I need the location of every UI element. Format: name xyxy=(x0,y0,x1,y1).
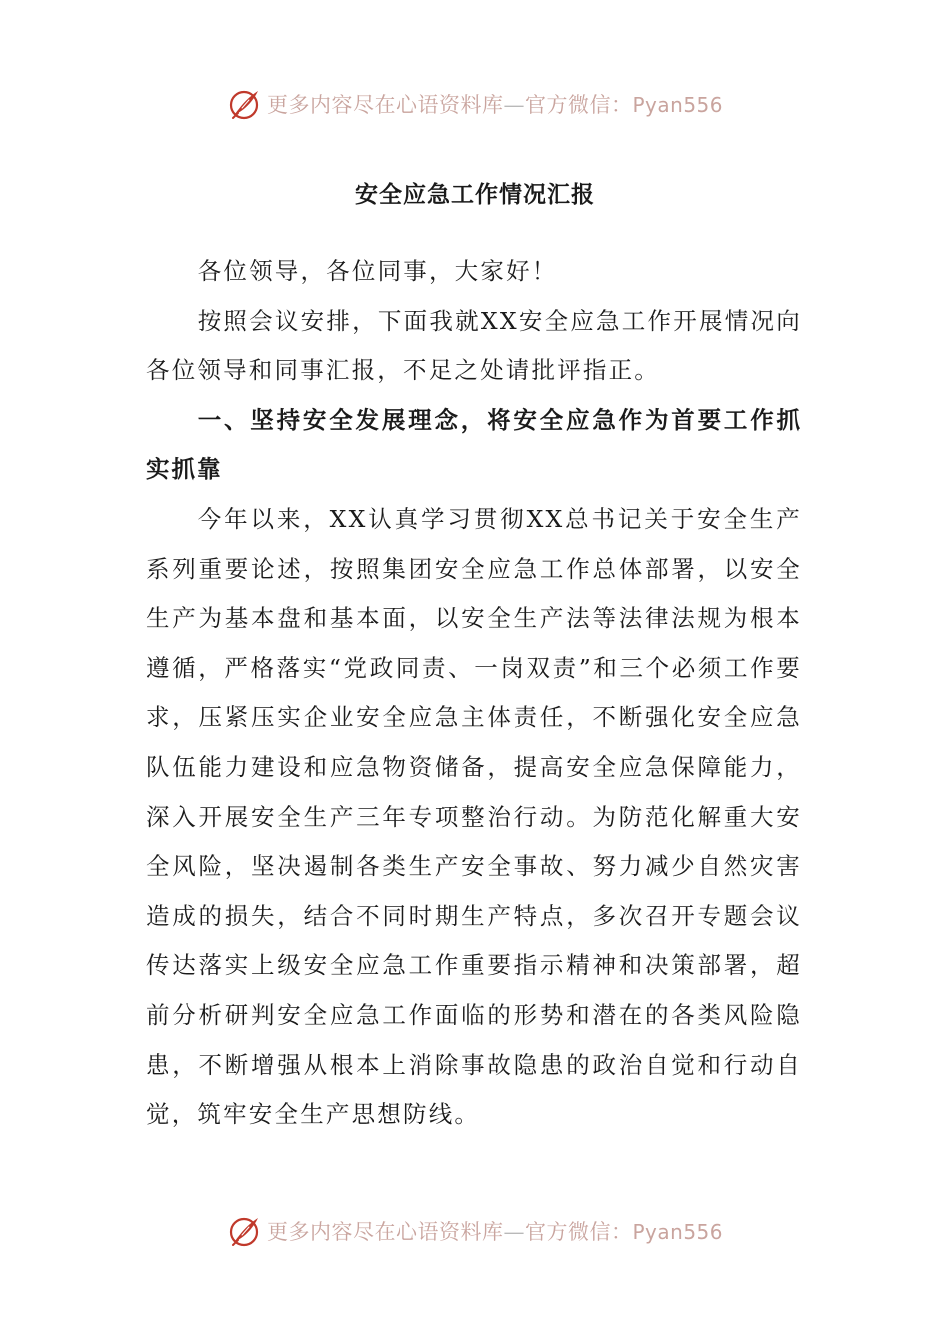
body-paragraph: 今年以来，XX认真学习贯彻XX总书记关于安全生产系列重要论述，按照集团安全应急工作总体部署，以安全生产为基本盘和基本面，以安全生产法等法律法规为根本遵循，严格落实“党政同责、一岗双责”和三个必须工作要求，压紧压实企业安全应急主体责任，不断强化安全应急队伍能力建设和应急物资储备，提高安全应急保障能力，深入开展安全生产三年专项整治行动。为防范化解重大安全风险，坚决遏制各类生产安全事故、努力减少自然灾害造成的损失，结合不同时期生产特点，多次召开专题会议传达落实上级安全应急工作重要指示精神和决策部署，超前分析研判安全应急工作面临的形势和潜在的各类风险隐患，不断增强从根本上消除事故隐患的政治自觉和行动自觉，筑牢安全生产思想防线。 xyxy=(146,504,802,1129)
greeting-paragraph: 各位领导，各位同事，大家好！ xyxy=(197,257,558,285)
quill-logo-icon xyxy=(227,1213,263,1249)
banner-main-text: 更多内容尽在心语资料库 xyxy=(266,1220,504,1244)
banner-text xyxy=(267,1216,723,1246)
intro-paragraph: 按照会议安排，下面我就XX安全应急工作开展情况向各位领导和同事汇报，不足之处请批评指正。 xyxy=(146,306,802,385)
banner-main-text: 更多内容尽在心语资料库 xyxy=(266,93,504,117)
banner-wechat-label: 官方微信： xyxy=(524,1220,633,1244)
document-body xyxy=(146,247,802,1140)
banner-text xyxy=(267,89,723,119)
banner-wechat-id: Pyan556 xyxy=(632,93,723,117)
banner-separator: — xyxy=(503,93,525,117)
document-title: 安全应急工作情况汇报 xyxy=(355,181,595,208)
banner-separator: — xyxy=(503,1220,525,1244)
footer-watermark-banner xyxy=(0,1211,950,1251)
banner-wechat-id: Pyan556 xyxy=(632,1220,723,1244)
header-watermark-banner xyxy=(0,84,950,124)
section-heading: 一、坚持安全发展理念，将安全应急作为首要工作抓实抓靠 xyxy=(146,405,802,484)
banner-wechat-label: 官方微信： xyxy=(524,93,633,117)
quill-logo-icon xyxy=(227,86,263,122)
